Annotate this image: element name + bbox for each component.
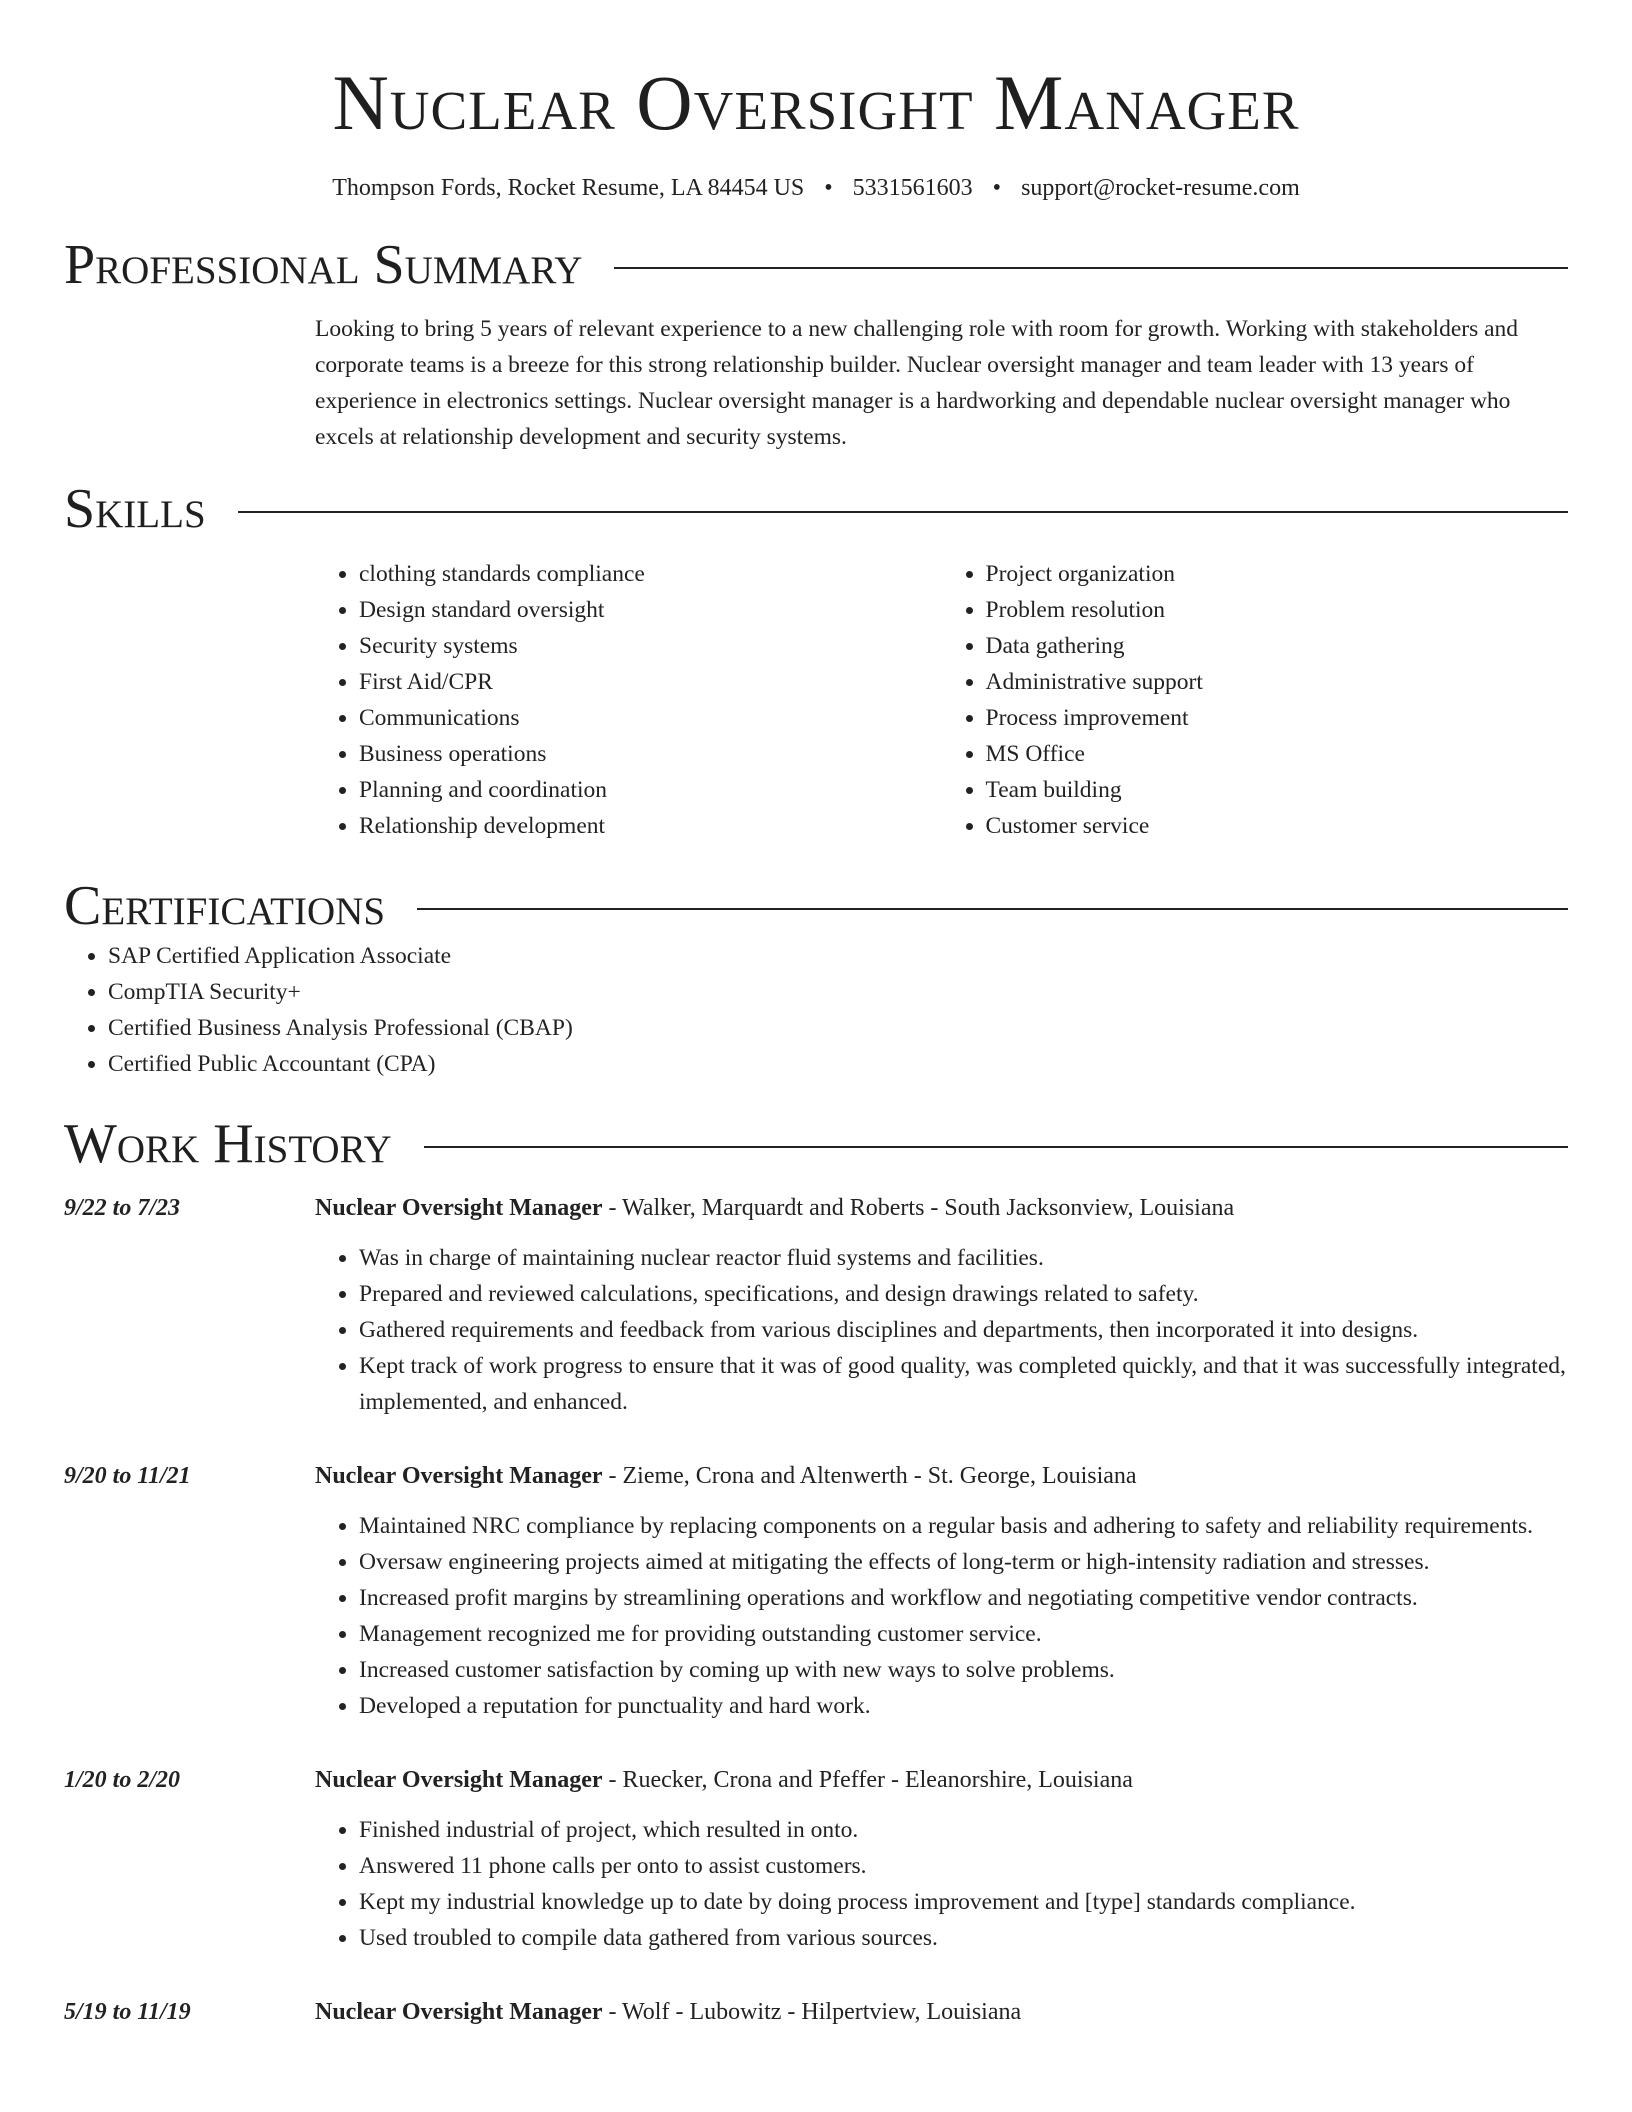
contact-line xyxy=(64,174,1568,203)
certification-item: • Certified Business Analysis Professional (CBAP) xyxy=(108,1010,1568,1046)
job-title-line xyxy=(315,1190,1568,1226)
skill-item: • Administrative support xyxy=(986,664,1569,700)
work-section-header xyxy=(64,1112,1568,1176)
summary-text: Looking to bring 5 years of relevant experience to a new challenging role with room for growth. Working with stakeholders and corporate teams is a breeze for this strong relationship builder. Nuclear oversight manager and team leader with 13 years of experience in electronics settings. Nuclear oversight manager is a hardworking and dependable nuclear oversight manager who excels at relationship development and security systems. xyxy=(315,316,1519,451)
job-bullet: • Developed a reputation for punctuality and hard work. xyxy=(359,1688,1568,1724)
job-details xyxy=(315,1994,1568,2044)
skill-item: • Communications xyxy=(359,700,942,736)
job-dates: 9/22 to 7/23 xyxy=(64,1195,181,1222)
skill-item: • Customer service xyxy=(986,808,1569,844)
job-bullet: • Gathered requirements and feedback from various disciplines and departments, then incorporated it into designs. xyxy=(359,1312,1568,1348)
job-entry xyxy=(64,1762,1568,1974)
skill-item: • Problem resolution xyxy=(986,592,1569,628)
contact-separator: • xyxy=(824,175,833,201)
skill-item: • MS Office xyxy=(986,736,1569,772)
job-bullet: • Management recognized me for providing outstanding customer service. xyxy=(359,1616,1568,1652)
resume-page xyxy=(64,0,1568,2044)
contact-email: support@rocket-resume.com xyxy=(1021,175,1300,201)
job-title: Nuclear Oversight Manager xyxy=(315,1999,603,2026)
skill-item: • clothing standards compliance xyxy=(359,556,942,592)
job-bullet: • Kept track of work progress to ensure that it was of good quality, was completed quickly, and that it was successfully integrated, implemented, and enhanced. xyxy=(359,1348,1568,1420)
job-bullets xyxy=(315,1240,1568,1420)
job-dates: 1/20 to 2/20 xyxy=(64,1767,181,1794)
resume-name: Nuclear Oversight Manager xyxy=(332,59,1300,146)
job-entry xyxy=(64,1190,1568,1438)
job-bullets xyxy=(315,1812,1568,1956)
job-title: Nuclear Oversight Manager xyxy=(315,1195,603,1222)
job-bullet: • Increased profit margins by streamlining operations and workflow and negotiating competitive vendor contracts. xyxy=(359,1580,1568,1616)
certification-item: • CompTIA Security+ xyxy=(108,974,1568,1010)
section-divider xyxy=(417,908,1568,910)
job-bullets xyxy=(315,1508,1568,1724)
skill-item: • Business operations xyxy=(359,736,942,772)
skill-item: • Process improvement xyxy=(986,700,1569,736)
summary-section-title: Professional Summary xyxy=(64,233,583,296)
skills-right-list xyxy=(942,556,1569,844)
contact-address: Thompson Fords, Rocket Resume, LA 84454 US xyxy=(332,175,805,201)
job-employer: - Wolf - Lubowitz - Hilpertview, Louisiana xyxy=(602,1999,1022,2026)
skills-grid xyxy=(315,556,1568,844)
job-dates: 9/20 to 11/21 xyxy=(64,1463,191,1490)
skill-item: • Relationship development xyxy=(359,808,942,844)
job-title: Nuclear Oversight Manager xyxy=(315,1767,603,1794)
job-bullet: • Oversaw engineering projects aimed at mitigating the effects of long-term or high-intensity radiation and stresses. xyxy=(359,1544,1568,1580)
job-title: Nuclear Oversight Manager xyxy=(315,1463,603,1490)
skill-item: • Project organization xyxy=(986,556,1569,592)
job-details xyxy=(315,1762,1568,1974)
summary-section-header xyxy=(64,233,1568,297)
skill-item: • Data gathering xyxy=(986,628,1569,664)
job-bullet: • Maintained NRC compliance by replacing components on a regular basis and adhering to safety and reliability requirements. xyxy=(359,1508,1568,1544)
certification-item: • SAP Certified Application Associate xyxy=(108,938,1568,974)
job-bullet: • Used troubled to compile data gathered from various sources. xyxy=(359,1920,1568,1956)
work-history-list xyxy=(64,1190,1568,2044)
skill-item: • Security systems xyxy=(359,628,942,664)
job-bullet: • Prepared and reviewed calculations, specifications, and design drawings related to safety. xyxy=(359,1276,1568,1312)
section-divider xyxy=(238,511,1568,513)
skill-item: • Planning and coordination xyxy=(359,772,942,808)
job-entry xyxy=(64,1458,1568,1742)
job-bullet: • Increased customer satisfaction by coming up with new ways to solve problems. xyxy=(359,1652,1568,1688)
skill-item: • Team building xyxy=(986,772,1569,808)
job-dates: 5/19 to 11/19 xyxy=(64,1999,191,2026)
contact-phone: 5331561603 xyxy=(852,175,973,201)
job-entry xyxy=(64,1994,1568,2044)
skill-item: • First Aid/CPR xyxy=(359,664,942,700)
certification-item: • Certified Public Accountant (CPA) xyxy=(108,1046,1568,1082)
skills-section-header xyxy=(64,477,1568,541)
certifications-list xyxy=(64,938,1568,1082)
skills-section-title: Skills xyxy=(64,478,206,541)
job-employer: - Walker, Marquardt and Roberts - South Jacksonview, Louisiana xyxy=(602,1195,1235,1222)
job-employer: - Ruecker, Crona and Pfeffer - Eleanorshire, Louisiana xyxy=(602,1767,1133,1794)
job-title-line xyxy=(315,1458,1568,1494)
job-bullet: • Was in charge of maintaining nuclear reactor fluid systems and facilities. xyxy=(359,1240,1568,1276)
job-details xyxy=(315,1458,1568,1742)
skills-left-list xyxy=(315,556,942,844)
job-bullet: • Finished industrial of project, which resulted in onto. xyxy=(359,1812,1568,1848)
job-title-line xyxy=(315,1762,1568,1798)
job-bullet: • Kept my industrial knowledge up to date by doing process improvement and [type] standards compliance. xyxy=(359,1884,1568,1920)
certifications-section-header xyxy=(64,874,1568,938)
skill-item: • Design standard oversight xyxy=(359,592,942,628)
job-details xyxy=(315,1190,1568,1438)
certifications-section-title: Certifications xyxy=(64,874,386,937)
work-section-title: Work History xyxy=(64,1112,392,1175)
job-bullet: • Answered 11 phone calls per onto to assist customers. xyxy=(359,1848,1568,1884)
job-title-line xyxy=(315,1994,1568,2030)
job-employer: - Zieme, Crona and Altenwerth - St. George, Louisiana xyxy=(602,1463,1137,1490)
section-divider xyxy=(614,267,1568,269)
contact-separator: • xyxy=(992,175,1002,201)
section-divider xyxy=(424,1146,1568,1148)
